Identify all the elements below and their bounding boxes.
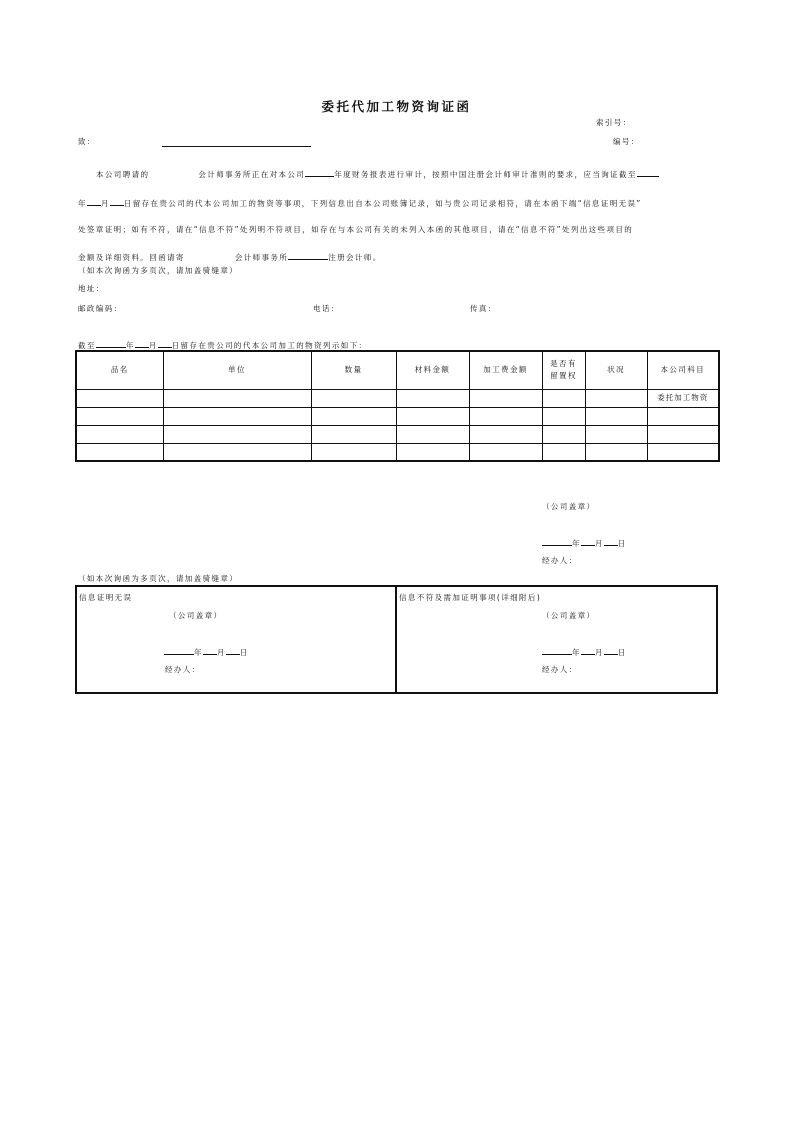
header-line: 留置权	[550, 371, 577, 381]
table-cell	[311, 425, 396, 443]
table-cell	[163, 443, 311, 461]
blank-day	[226, 646, 240, 655]
body-text: 年度财务报表进行审计，按照中国注册会计师审计准则的要求，应当询证截至	[334, 170, 637, 179]
handler-label: 经办人：	[542, 556, 578, 565]
header-cell: 材料金额	[396, 351, 469, 389]
body-text: 会计师事务所正在对本公司	[198, 170, 306, 179]
intro-text: 日留存在贵公司的代本公司加工的物资列示如下：	[171, 341, 368, 350]
intro-text: 月	[148, 341, 158, 350]
number-label: 编号：	[613, 137, 640, 146]
blank-year	[542, 646, 572, 655]
table-header-row	[76, 351, 719, 389]
table-cell	[469, 425, 542, 443]
postcode-label: 邮政编码：	[78, 304, 123, 313]
table-cell	[647, 425, 719, 443]
date-text: 年	[194, 648, 203, 657]
confirm-mismatch-box	[395, 585, 718, 694]
table-cell	[585, 407, 647, 425]
body-text: 金额及详细资料。回函请寄	[78, 253, 185, 262]
header-cell: 状况	[585, 351, 647, 389]
sign-date	[542, 537, 627, 549]
table-cell	[542, 443, 585, 461]
table-row	[76, 425, 719, 443]
body-line-4	[78, 251, 382, 263]
table-cell	[163, 407, 311, 425]
table-cell	[542, 425, 585, 443]
table-cell	[542, 407, 585, 425]
table-cell	[469, 389, 542, 407]
table-cell	[585, 425, 647, 443]
company-seal-label: （公司盖章）	[169, 611, 223, 620]
table-cell	[76, 425, 163, 443]
intro-text: 年	[125, 341, 135, 350]
table-cell	[163, 425, 311, 443]
sign-date	[542, 646, 627, 658]
date-text: 日	[239, 648, 249, 657]
blank-month	[87, 197, 101, 206]
date-text: 年	[572, 539, 581, 548]
multipage-note: （如本次询函为多页次，请加盖骑缝章）	[78, 574, 239, 583]
table-cell	[647, 443, 719, 461]
table-cell	[76, 389, 163, 407]
body-line-2	[78, 197, 642, 209]
table-cell	[311, 407, 396, 425]
body-text: 本公司聘请的	[96, 170, 150, 179]
date-text: 年	[572, 648, 581, 657]
header-line: 是否有	[550, 359, 577, 369]
blank-year	[305, 168, 334, 177]
blank-month	[581, 646, 595, 655]
table-cell	[396, 425, 469, 443]
confirm-correct-box	[75, 585, 397, 694]
date-text: 日	[617, 648, 627, 657]
blank-year	[542, 537, 572, 546]
blank-month	[135, 339, 149, 348]
blank-firm	[288, 251, 328, 260]
table-row	[76, 389, 719, 407]
header-cell: 加工费金额	[469, 351, 542, 389]
date-text: 日	[617, 539, 627, 548]
table-cell	[396, 407, 469, 425]
header-cell: 本公司科目	[647, 351, 719, 389]
handler-label: 经办人：	[165, 665, 201, 674]
table-cell	[647, 407, 719, 425]
table-cell	[585, 443, 647, 461]
header-cell	[542, 351, 585, 389]
table-row	[76, 407, 719, 425]
recipient-line	[162, 146, 311, 147]
table-cell	[469, 407, 542, 425]
date-text: 月	[594, 539, 604, 548]
table-cell	[311, 389, 396, 407]
table-cell	[469, 443, 542, 461]
page-title: 委托代加工物资询证函	[321, 99, 472, 114]
blank-day	[110, 197, 124, 206]
date-text: 月	[216, 648, 226, 657]
table-cell	[396, 389, 469, 407]
goods-table	[75, 350, 720, 462]
body-text: 年	[78, 199, 87, 208]
body-text: 日留存在贵公司的代本公司加工的物资等事项，下列信息出自本公司账簿记录，如与贵公司记录相符，请在本函下端“信息证明无误”	[123, 199, 642, 208]
blank-year	[164, 646, 194, 655]
blank-month	[581, 537, 595, 546]
ref-label: 索引号：	[596, 118, 632, 127]
table-row	[76, 443, 719, 461]
to-label: 致：	[78, 137, 96, 146]
table-cell	[396, 443, 469, 461]
table-cell	[542, 389, 585, 407]
body-text: 注册会计师。	[328, 253, 382, 262]
body-line-1	[96, 168, 659, 180]
confirm-correct-title: 信息证明无误	[79, 593, 133, 602]
sign-date	[164, 646, 249, 658]
blank-year	[96, 339, 126, 348]
table-cell	[76, 407, 163, 425]
header-cell: 品名	[76, 351, 163, 389]
address-label: 地址：	[78, 284, 105, 293]
body-text: 月	[100, 199, 110, 208]
blank-day	[604, 646, 618, 655]
table-cell	[163, 389, 311, 407]
date-text: 月	[594, 648, 604, 657]
company-seal-label: （公司盖章）	[542, 502, 596, 511]
body-text: 会计师事务所	[234, 253, 289, 262]
blank-month	[203, 646, 217, 655]
header-cell: 数量	[311, 351, 396, 389]
confirm-mismatch-title: 信息不符及需加证明事项(详细附后)	[399, 593, 542, 602]
blank-day	[604, 537, 618, 546]
phone-label: 电话：	[313, 304, 340, 313]
table-cell	[76, 443, 163, 461]
blank-day	[158, 339, 172, 348]
table-cell	[311, 443, 396, 461]
handler-label: 经办人：	[542, 665, 578, 674]
multipage-note: （如本次询函为多页次，请加盖骑缝章）	[78, 266, 239, 275]
fax-label: 传真：	[470, 304, 497, 313]
table-cell	[585, 389, 647, 407]
table-cell: 委托加工物资	[647, 389, 719, 407]
blank	[637, 168, 659, 177]
header-cell: 单位	[163, 351, 311, 389]
intro-text: 截至	[78, 341, 96, 350]
company-seal-label: （公司盖章）	[542, 611, 596, 620]
body-line-3: 处签章证明；如有不符，请在“信息不符”处列明不符项目，如存在与本公司有关的未列入本函的其他项目，请在“信息不符”处列出这些项目的	[78, 225, 634, 234]
